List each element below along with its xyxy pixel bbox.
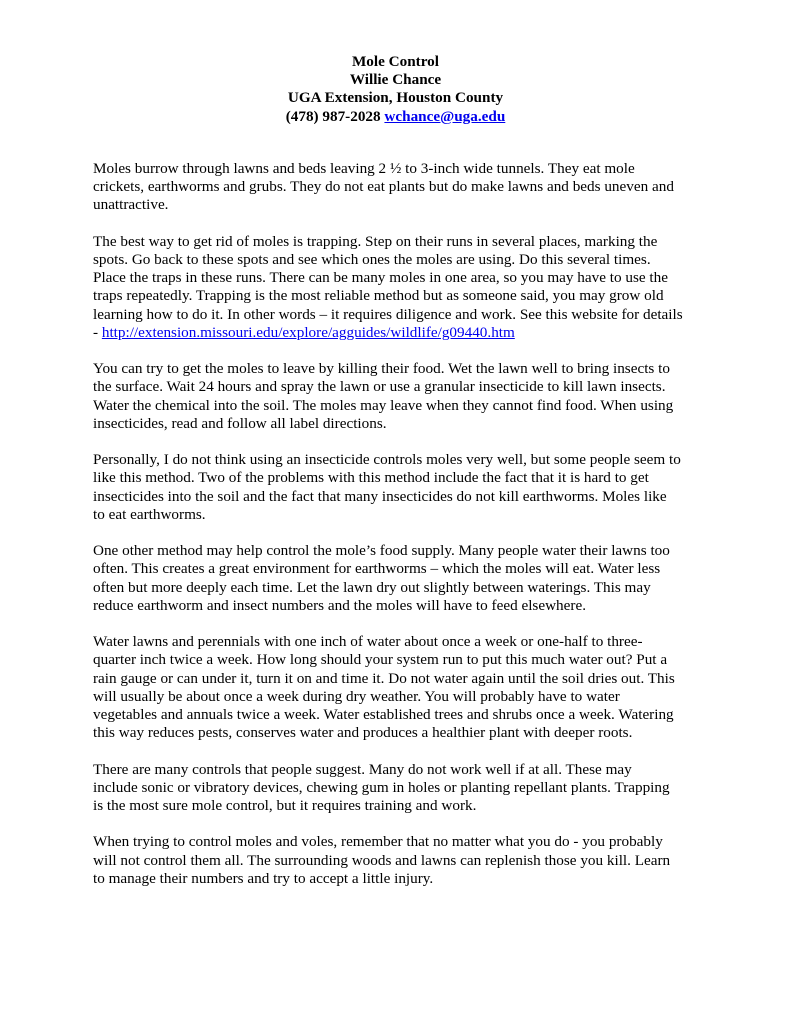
text-line: learning how to do it. In other words – it requires diligence and work. See this website for details [93,305,683,323]
text-line: Personally, I do not think using an insecticide controls moles very well, but some people seem to [93,451,681,469]
text-line: insecticides into the soil and the fact that many insecticides do not kill earthworms. Moles like [93,487,667,505]
text-line: Water lawns and perennials with one inch of water about once a week or one-half to three- [93,633,643,651]
text-line: often but more deeply each time. Let the lawn dry out slightly between waterings. This may [93,578,651,596]
text-line: will not control them all. The surrounding woods and lawns can replenish those you kill. Learn [93,851,671,869]
text-line: the surface. Wait 24 hours and spray the lawn or use a granular insecticide to kill lawn insects. [93,378,666,396]
contact-line [0,108,791,126]
text-line: is the most sure mole control, but it requires training and work. [93,797,477,815]
text-line: this way reduces pests, conserves water and produces a healthier plant with deeper roots. [93,724,633,742]
phone-number: (478) 987-2028 [285,107,381,125]
text-line: One other method may help control the mole’s food supply. Many people water their lawns too [93,542,670,560]
text-line: quarter inch twice a week. How long should your system run to put this much water out? Put a [93,651,668,669]
document-title: Mole Control [351,53,440,70]
text-line: reduce earthworm and insect numbers and the moles will have to feed elsewhere. [93,596,586,614]
text-line: spots. Go back to these spots and see which ones the moles are using. Do this several times. [93,251,651,268]
text-line: There are many controls that people suggest. Many do not work well if at all. These may [93,760,632,778]
text-line: crickets, earthworms and grubs. They do not eat plants but do make lawns and beds uneven and [93,178,674,196]
paragraph-insecticide-opinion [93,451,705,524]
paragraph-conclusion [93,833,705,888]
paragraph-watering [93,633,705,742]
text-line: The best way to get rid of moles is trapping. Step on their runs in several places, marking the [93,232,658,250]
text-line: insecticides, read and follow all label directions. [93,414,387,432]
text-line: vegetables and annuals twice a week. Water established trees and shrubs once a week. Watering [93,706,674,724]
link-prefix: - [93,323,102,341]
text-line: When trying to control moles and voles, remember that no matter what you do - you probably [93,833,663,851]
paragraph-other-controls [93,761,705,816]
text-line: traps repeatedly. Trapping is the most reliable method but as someone said, you may grow old [93,287,664,305]
email-link[interactable]: wchance@uga.edu [384,107,506,125]
text-line: to manage their numbers and try to accept a little injury. [93,869,434,887]
paragraph-trapping [93,233,705,342]
link-line [93,324,705,342]
author-name: Willie Chance [349,71,442,89]
organization-name: UGA Extension, Houston County [287,89,504,107]
paragraph-intro [93,160,705,215]
paragraph-food-supply [93,542,705,615]
text-line: Water the chemical into the soil. The moles may leave when they cannot find food. When using [93,396,674,414]
text-line: You can try to get the moles to leave by killing their food. Wet the lawn well to bring insects to [93,360,670,378]
text-line: will usually be about once a week during dry weather. You will probably have to water [93,687,620,705]
missouri-extension-link[interactable]: http://extension.missouri.edu/explore/agguides/wildlife/g09440.htm [101,323,515,341]
text-line: like this method. Two of the problems with this method include the fact that it is hard to get [93,469,649,487]
text-line: rain gauge or can under it, turn it on and time it. Do not water again until the soil dries out. This [93,669,675,687]
text-line: Place the traps in these runs. There can be many moles in one area, so you may have to use the [93,269,668,287]
text-line: unattractive. [93,196,169,214]
text-line: to eat earthworms. [93,505,206,523]
document-header [0,53,791,126]
document-body [93,160,705,906]
paragraph-kill-food [93,360,705,433]
text-line: often. This creates a great environment for earthworms – which the moles will eat. Water less [93,560,661,578]
text-line: include sonic or vibratory devices, chewing gum in holes or planting repellant plants. Trapping [93,778,670,796]
text-line: Moles burrow through lawns and beds leaving 2 ½ to 3-inch wide tunnels. They eat mole [93,160,635,177]
